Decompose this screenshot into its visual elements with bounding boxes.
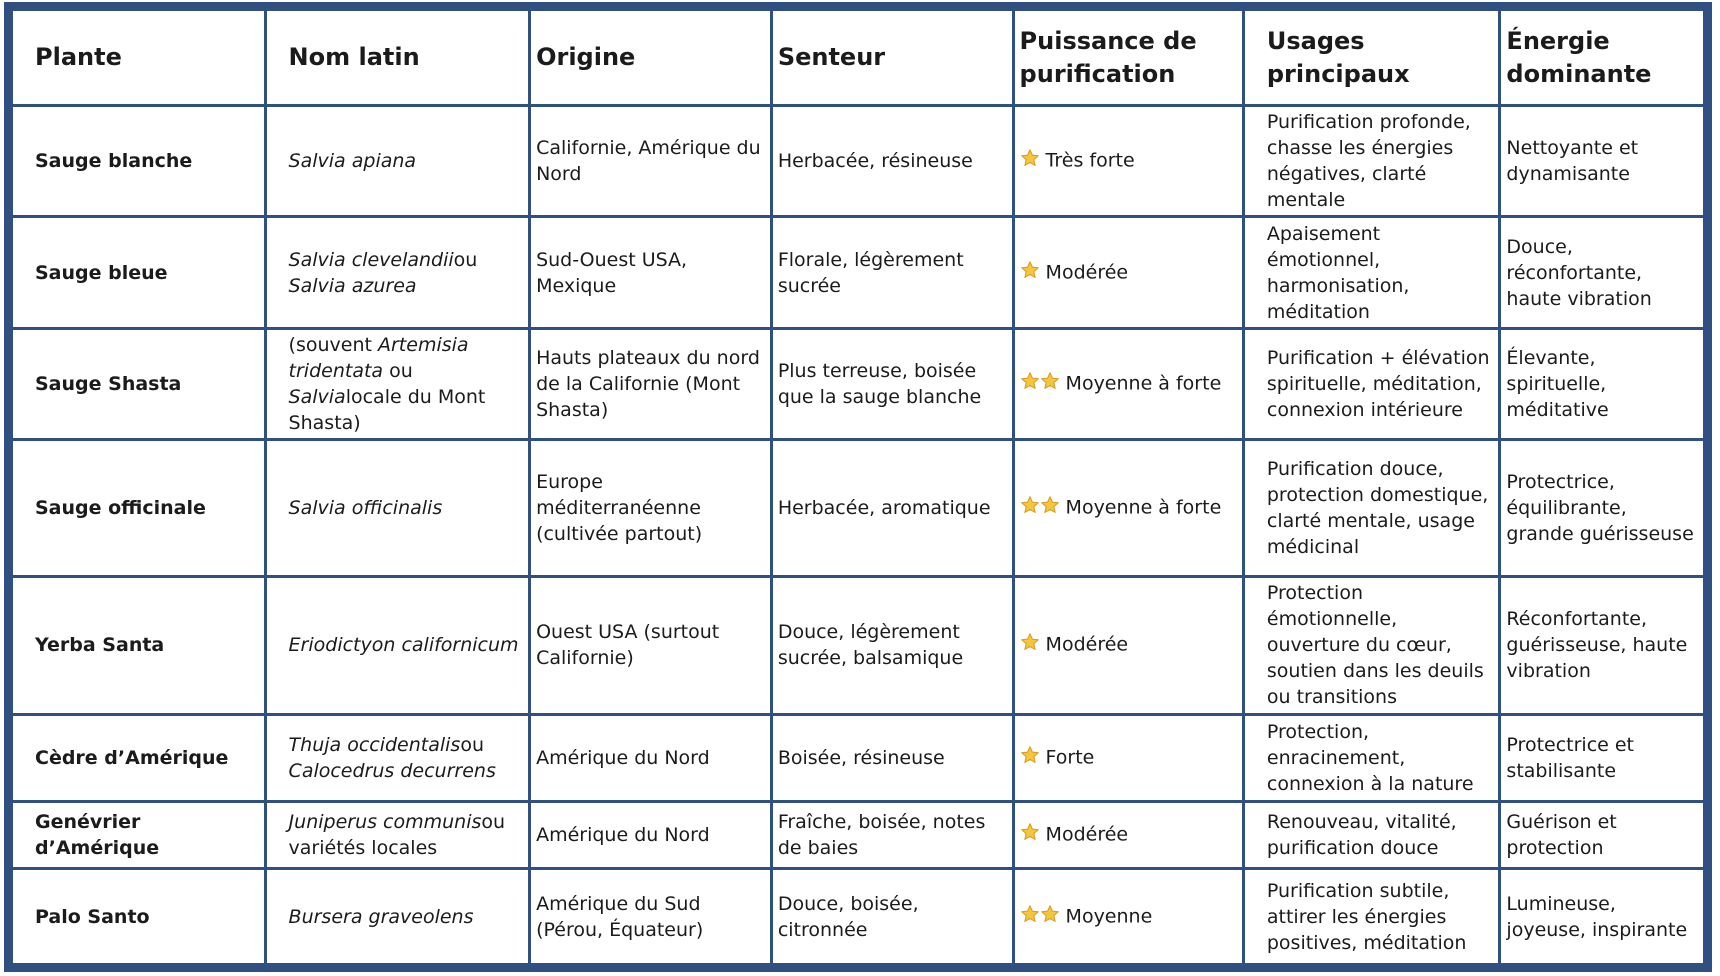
origin-cell: Sud-Ouest USA, Mexique: [530, 217, 772, 328]
dominant-energy-cell: Lumineuse, joyeuse, inspirante: [1500, 869, 1708, 968]
latin-italic-segment: Salvia apiana: [288, 150, 417, 173]
scent-cell: Herbacée, résineuse: [771, 106, 1013, 217]
latin-name-cell: [265, 802, 530, 869]
header-plant: Plante: [9, 7, 266, 106]
latin-name-cell: [265, 440, 530, 576]
latin-plain-segment: ou: [460, 734, 485, 757]
main-uses-cell: Protection émotionnelle, ouverture du cœur, soutien dans les deuils ou transitions: [1243, 576, 1500, 714]
main-uses-cell: Purification + élévation spirituelle, méditation, connexion intérieure: [1243, 328, 1500, 439]
plant-name-cell: Sauge bleue: [9, 217, 266, 328]
header-origin: Origine: [530, 7, 772, 106]
star-icon: [1020, 822, 1040, 842]
latin-italic-segment: Salvia officinalis: [288, 496, 443, 519]
header-main-uses: Usages principaux: [1243, 7, 1500, 106]
latin-italic-segment: Thuja occidentalis: [288, 734, 461, 757]
star-rating: [1020, 260, 1040, 287]
purification-power-cell: [1013, 440, 1243, 576]
star-icon: [1020, 632, 1040, 652]
latin-italic-segment: Salvia azurea: [288, 274, 417, 297]
star-icon: [1020, 904, 1040, 924]
scent-cell: Fraîche, boisée, notes de baies: [771, 802, 1013, 869]
latin-name-cell: [265, 106, 530, 217]
latin-name-cell: [265, 217, 530, 328]
star-icon: [1020, 745, 1040, 765]
purification-power-cell: [1013, 217, 1243, 328]
purification-power-cell: [1013, 328, 1243, 439]
latin-italic-segment: Salvia clevelandii: [288, 248, 454, 271]
table-row: [9, 715, 1708, 802]
star-icon: [1020, 260, 1040, 280]
main-uses-cell: Protection, enracinement, connexion à la nature: [1243, 715, 1500, 802]
purification-power-label: Modérée: [1045, 823, 1129, 846]
latin-italic-segment: Juniperus communis: [288, 811, 482, 834]
dominant-energy-cell: Élevante, spirituelle, méditative: [1500, 328, 1708, 439]
dominant-energy-cell: Nettoyante et dynamisante: [1500, 106, 1708, 217]
origin-cell: Californie, Amérique du Nord: [530, 106, 772, 217]
herbs-comparison-table: [4, 2, 1712, 972]
table-row: [9, 576, 1708, 714]
star-rating: [1020, 495, 1060, 522]
table-row: [9, 869, 1708, 968]
main-uses-cell: Renouveau, vitalité, purification douce: [1243, 802, 1500, 869]
dominant-energy-cell: Protectrice et stabilisante: [1500, 715, 1708, 802]
latin-plain-segment: ou: [383, 359, 413, 382]
main-uses-cell: Purification subtile, attirer les énergies positives, méditation: [1243, 869, 1500, 968]
latin-plain-segment: (souvent: [288, 333, 378, 356]
purification-power-cell: [1013, 576, 1243, 714]
star-icon: [1020, 148, 1040, 168]
purification-power-cell: [1013, 869, 1243, 968]
header-dominant-energy: Énergie dominante: [1500, 7, 1708, 106]
scent-cell: Florale, légèrement sucrée: [771, 217, 1013, 328]
latin-name-cell: [265, 328, 530, 439]
purification-power-label: Modérée: [1045, 633, 1129, 656]
latin-name-cell: [265, 576, 530, 714]
main-uses-cell: Purification douce, protection domestique, clarté mentale, usage médicinal: [1243, 440, 1500, 576]
star-icon: [1020, 371, 1040, 391]
table-row: [9, 802, 1708, 869]
plant-name-cell: Genévrier d’Amérique: [9, 802, 266, 869]
latin-plain-segment: locale du Mont Shasta): [288, 385, 486, 434]
purification-power-label: Modérée: [1045, 261, 1129, 284]
purification-power-label: Moyenne à forte: [1065, 372, 1222, 395]
plant-name-cell: Sauge blanche: [9, 106, 266, 217]
star-rating: [1020, 904, 1060, 931]
latin-name-cell: [265, 869, 530, 968]
dominant-energy-cell: Réconfortante, guérisseuse, haute vibration: [1500, 576, 1708, 714]
star-rating: [1020, 822, 1040, 849]
star-icon: [1020, 495, 1040, 515]
latin-italic-segment: Calocedrus decurrens: [288, 760, 496, 783]
latin-italic-segment: Bursera graveolens: [288, 905, 474, 928]
purification-power-label: Très forte: [1045, 149, 1135, 172]
table-row: [9, 328, 1708, 439]
main-uses-cell: Purification profonde, chasse les énergies négatives, clarté mentale: [1243, 106, 1500, 217]
plant-name-cell: Palo Santo: [9, 869, 266, 968]
origin-cell: Europe méditerranéenne (cultivée partout): [530, 440, 772, 576]
origin-cell: Amérique du Nord: [530, 802, 772, 869]
plant-name-cell: Yerba Santa: [9, 576, 266, 714]
star-icon: [1040, 904, 1060, 924]
scent-cell: Douce, boisée, citronnée: [771, 869, 1013, 968]
star-icon: [1040, 371, 1060, 391]
star-rating: [1020, 148, 1040, 175]
latin-italic-segment: Artemisia tridentata: [288, 333, 469, 382]
latin-plain-segment: ou variétés locales: [288, 811, 506, 860]
header-latin-name: Nom latin: [265, 7, 530, 106]
purification-power-label: Moyenne: [1065, 905, 1153, 928]
latin-name-cell: [265, 715, 530, 802]
header-row: [9, 7, 1708, 106]
table-row: [9, 106, 1708, 217]
dominant-energy-cell: Douce, réconfortante, haute vibration: [1500, 217, 1708, 328]
scent-cell: Douce, légèrement sucrée, balsamique: [771, 576, 1013, 714]
purification-power-cell: [1013, 106, 1243, 217]
star-rating: [1020, 632, 1040, 659]
scent-cell: Plus terreuse, boisée que la sauge blanche: [771, 328, 1013, 439]
latin-italic-segment: Salvia: [288, 385, 346, 408]
dominant-energy-cell: Guérison et protection: [1500, 802, 1708, 869]
purification-power-label: Moyenne à forte: [1065, 496, 1222, 519]
origin-cell: Ouest USA (surtout Californie): [530, 576, 772, 714]
plant-name-cell: Cèdre d’Amérique: [9, 715, 266, 802]
header-purification-power: Puissance de purification: [1013, 7, 1243, 106]
star-rating: [1020, 745, 1040, 772]
purification-power-cell: [1013, 802, 1243, 869]
table-row: [9, 217, 1708, 328]
star-icon: [1040, 495, 1060, 515]
purification-power-label: Forte: [1045, 746, 1095, 769]
plant-name-cell: Sauge officinale: [9, 440, 266, 576]
latin-italic-segment: Eriodictyon californicum: [288, 634, 519, 657]
scent-cell: Boisée, résineuse: [771, 715, 1013, 802]
purification-power-cell: [1013, 715, 1243, 802]
header-scent: Senteur: [771, 7, 1013, 106]
dominant-energy-cell: Protectrice, équilibrante, grande guérisseuse: [1500, 440, 1708, 576]
latin-plain-segment: ou: [453, 248, 478, 271]
table-row: [9, 440, 1708, 576]
star-rating: [1020, 371, 1060, 398]
origin-cell: Amérique du Nord: [530, 715, 772, 802]
plant-name-cell: Sauge Shasta: [9, 328, 266, 439]
origin-cell: Amérique du Sud (Pérou, Équateur): [530, 869, 772, 968]
scent-cell: Herbacée, aromatique: [771, 440, 1013, 576]
origin-cell: Hauts plateaux du nord de la Californie (Mont Shasta): [530, 328, 772, 439]
main-uses-cell: Apaisement émotionnel, harmonisation, méditation: [1243, 217, 1500, 328]
